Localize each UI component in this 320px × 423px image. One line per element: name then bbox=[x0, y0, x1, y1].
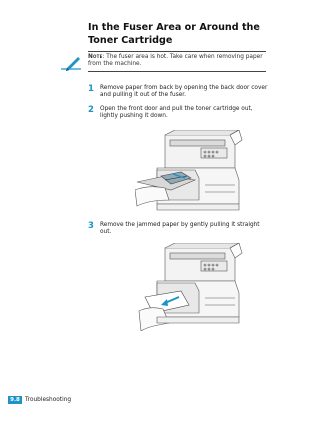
step-number: 1 bbox=[88, 84, 94, 94]
step-number: 2 bbox=[88, 105, 94, 115]
pencil-note-icon bbox=[61, 55, 83, 73]
note-label: Note bbox=[88, 54, 103, 60]
step-number: 3 bbox=[88, 221, 94, 231]
note-top-rule bbox=[88, 51, 266, 52]
footer-section-title: Troubleshooting bbox=[25, 397, 72, 403]
printer-toner-removal-illustration bbox=[135, 130, 245, 215]
step-text: Remove the jammed paper by gently pulling it straight out. bbox=[100, 222, 260, 236]
step-text: Remove paper from back by opening the back door cover and pulling it out of the fuser. bbox=[100, 85, 268, 99]
note-bottom-rule bbox=[88, 71, 266, 72]
step-text: Open the front door and pull the toner cartridge out, lightly pushing it down. bbox=[100, 106, 253, 120]
note-block bbox=[88, 54, 270, 69]
note-text: : The fuser area is hot. Take care when removing paper from the machine. bbox=[88, 54, 263, 68]
printer-paper-removal-illustration bbox=[135, 243, 245, 331]
page-number-badge: 9.8 bbox=[8, 396, 22, 404]
section-heading: In the Fuser Area or Around the Toner Cartridge bbox=[88, 22, 260, 46]
